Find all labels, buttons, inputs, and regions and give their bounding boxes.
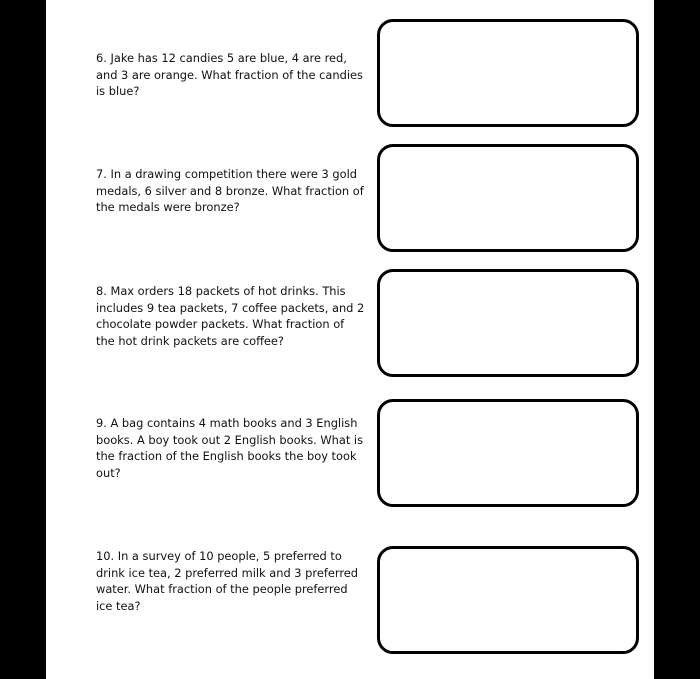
answer-box-10[interactable] — [377, 546, 639, 654]
question-10: 10. In a survey of 10 people, 5 preferred to drink ice tea, 2 preferred milk and 3 preferred water. What fraction of the people preferred ice tea? — [96, 549, 359, 614]
answer-box-7[interactable] — [377, 144, 639, 252]
question-9: 9. A bag contains 4 math books and 3 English books. A boy took out 2 English books. What is the fraction of the English books the boy took out? — [96, 416, 364, 481]
answer-box-9[interactable] — [377, 399, 639, 507]
worksheet-page — [46, 0, 654, 679]
question-6: 6. Jake has 12 candies 5 are blue, 4 are red, and 3 are orange. What fraction of the candies is blue? — [96, 51, 363, 99]
answer-box-6[interactable] — [377, 19, 639, 127]
answer-box-8[interactable] — [377, 269, 639, 377]
question-8: 8. Max orders 18 packets of hot drinks. This includes 9 tea packets, 7 coffee packets, and 2 chocolate powder packets. What fraction of the hot drink packets are coffee? — [96, 284, 365, 349]
question-7: 7. In a drawing competition there were 3 gold medals, 6 silver and 8 bronze. What fraction of the medals were bronze? — [96, 167, 364, 215]
